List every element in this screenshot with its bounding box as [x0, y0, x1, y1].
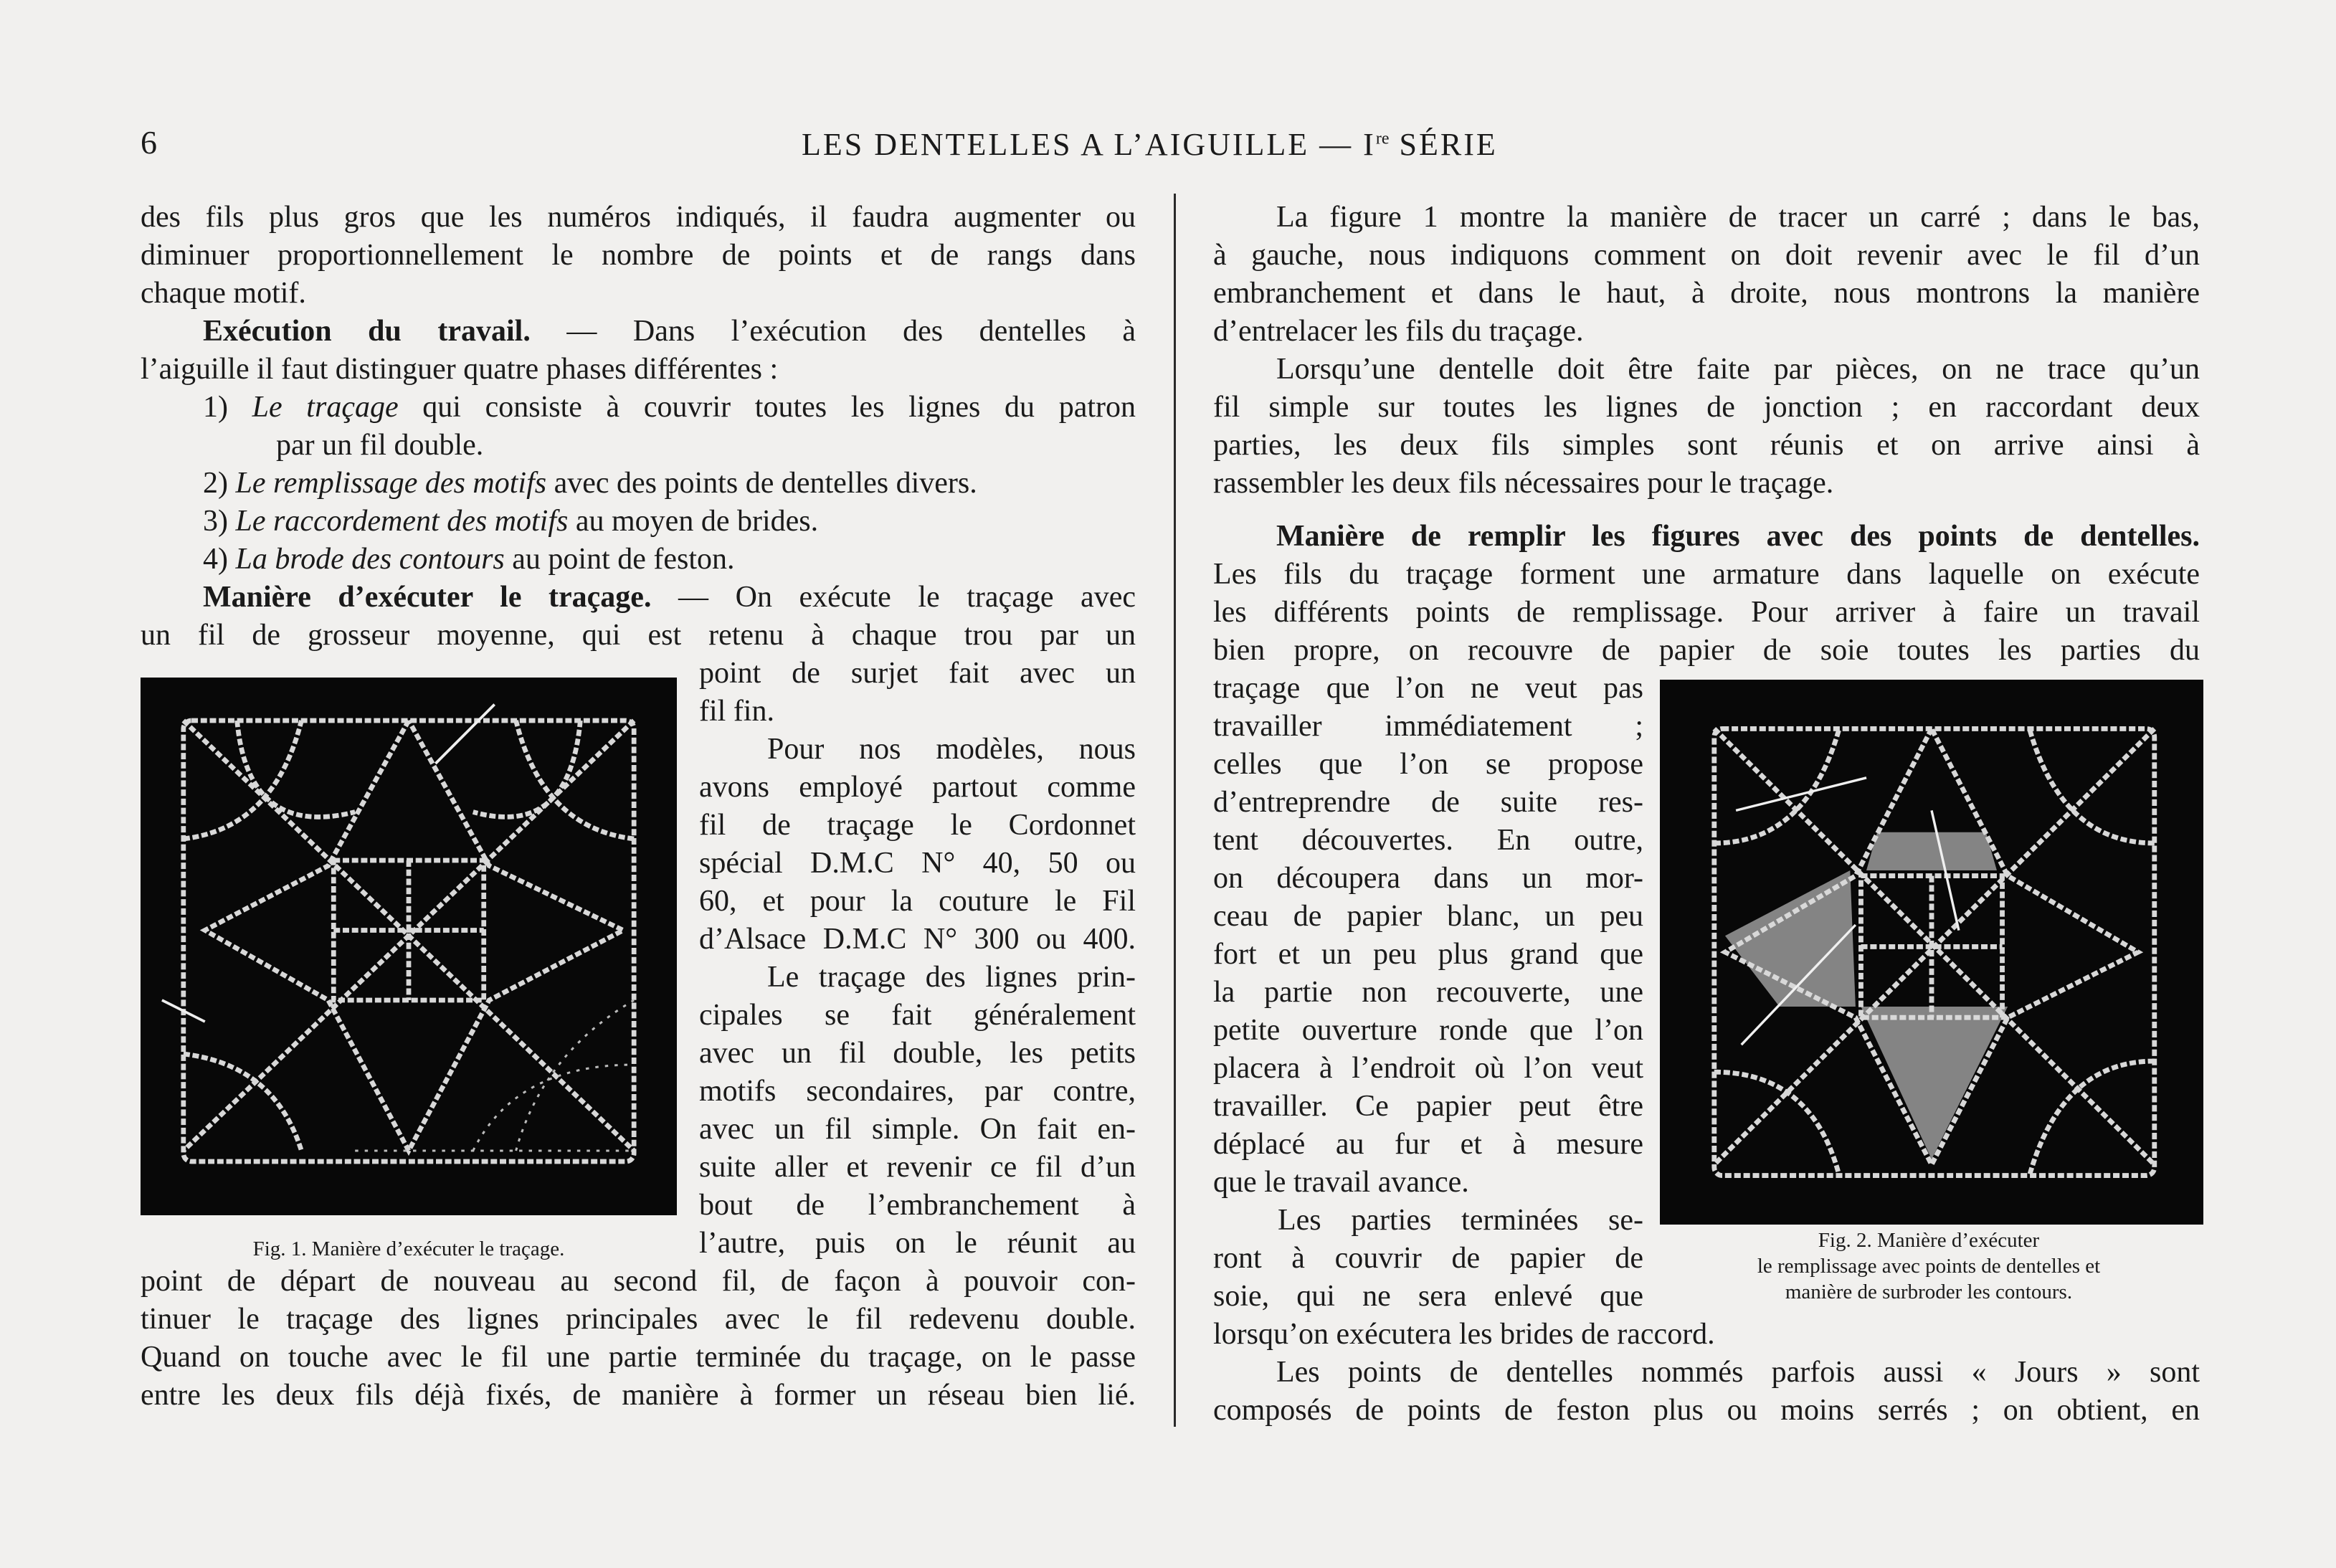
text-line: les différents points de remplissage. Pour arriver à faire un travail: [1213, 596, 2200, 629]
text-line: à gauche, nous indiquons comment on doit revenir avec le fil d’un: [1213, 239, 2200, 272]
text-line: travailler. Ce papier peut être: [1213, 1090, 1643, 1123]
caption-line: le remplissage avec points de dentelles et: [1757, 1255, 2101, 1278]
section-heading: Manière de remplir les figures avec des points de dentelles.: [1276, 520, 2200, 553]
text-line: on découpera dans un mor-: [1213, 862, 1643, 895]
text-line: l’autre, puis on le réunit au: [699, 1227, 1136, 1260]
figure-2-caption: [1649, 1227, 2208, 1305]
text-line: des fils plus gros que les numéros indiqués, il faudra augmenter ou: [141, 201, 1136, 234]
phase-item: 4) La brode des contours au point de feston.: [203, 543, 735, 576]
text-line: bien propre, on recouvre de papier de soie toutes les parties du: [1213, 634, 2200, 667]
text-line: point de surjet fait avec un: [699, 657, 1136, 690]
text-line: petite ouverture ronde que l’on: [1213, 1014, 1643, 1047]
text-line: embranchement et dans le haut, à droite, nous montrons la manière: [1213, 277, 2200, 310]
text-line: avec un fil simple. On fait en-: [699, 1113, 1136, 1146]
text-line: fil de traçage le Cordonnet: [699, 809, 1136, 842]
text-line: rassembler les deux fils nécessaires pour le traçage.: [1213, 467, 1834, 500]
text-line: 60, et pour la couture le Fil: [699, 885, 1136, 918]
text-line: lorsqu’on exécutera les brides de raccord.: [1213, 1318, 1715, 1351]
section-heading-line: Exécution du travail. — Dans l’exécution des dentelles à: [203, 315, 1136, 348]
running-title-end: SÉRIE: [1389, 127, 1498, 162]
running-head: [802, 126, 1498, 163]
text-line: traçage que l’on ne veut pas: [1213, 672, 1643, 705]
caption-line: manière de surbroder les contours.: [1785, 1280, 2073, 1303]
text-line: soie, qui ne sera enlevé que: [1213, 1280, 1643, 1313]
section-heading: Exécution du travail.: [203, 315, 531, 348]
phase-item: 1) Le traçage qui consiste à couvrir toutes les lignes du patron: [203, 391, 1136, 424]
series-superscript: re: [1375, 129, 1390, 148]
text-line: composés de points de feston plus ou moins serrés ; on obtient, en: [1213, 1394, 2200, 1427]
page-number: 6: [141, 124, 157, 161]
text-line: entre les deux fils déjà fixés, de manière à former un réseau bien lié.: [141, 1379, 1136, 1412]
phase-item-cont: par un fil double.: [276, 429, 484, 462]
caption-line: Fig. 2. Manière d’exécuter: [1818, 1229, 2040, 1252]
text-line: motifs secondaires, par contre,: [699, 1075, 1136, 1108]
text-line: ceau de papier blanc, un peu: [1213, 900, 1643, 933]
figure-1-lace-tracing-photo: [141, 678, 677, 1215]
text-line: fil simple sur toutes les lignes de jonction ; en raccordant deux: [1213, 391, 2200, 424]
text-line: Pour nos modèles, nous: [767, 733, 1136, 766]
text-line: tent découvertes. En outre,: [1213, 824, 1643, 857]
text-line: d’Alsace D.M.C N° 300 ou 400.: [699, 923, 1136, 956]
section-heading: Manière d’exécuter le traçage.: [203, 581, 652, 614]
text-line: ront à couvrir de papier de: [1213, 1242, 1643, 1275]
text-line: La figure 1 montre la manière de tracer un carré ; dans le bas,: [1276, 201, 2200, 234]
running-title: LES DENTELLES A L’AIGUILLE — I: [802, 127, 1376, 162]
text-line: bout de l’embranchement à: [699, 1189, 1136, 1222]
text-line: avec un fil double, les petits: [699, 1037, 1136, 1070]
text-line: Quand on touche avec le fil une partie terminée du traçage, on le passe: [141, 1341, 1136, 1374]
text-line: placera à l’endroit où l’on veut: [1213, 1052, 1643, 1085]
text-line: Les points de dentelles nommés parfois aussi « Jours » sont: [1276, 1356, 2200, 1389]
text-line: parties, les deux fils simples sont réunis et on arrive ainsi à: [1213, 429, 2200, 462]
text-line: tinuer le traçage des lignes principales avec le fil redevenu double.: [141, 1303, 1136, 1336]
text-line: diminuer proportionnellement le nombre de points et de rangs dans: [141, 239, 1136, 272]
text-line: chaque motif.: [141, 277, 306, 310]
text-line: la partie non recouverte, une: [1213, 976, 1643, 1009]
text-line: déplacé au fur et à mesure: [1213, 1128, 1643, 1161]
figure-2-lace-filling-photo: [1660, 680, 2203, 1225]
text-line: d’entreprendre de suite res-: [1213, 786, 1643, 819]
text-line: fort et un peu plus grand que: [1213, 938, 1643, 971]
lace-pattern-icon: [141, 678, 677, 1215]
text-line: celles que l’on se propose: [1213, 748, 1643, 781]
text-line: Le traçage des lignes prin-: [767, 961, 1136, 994]
text-line: spécial D.M.C N° 40, 50 ou: [699, 847, 1136, 880]
text-line: que le travail avance.: [1213, 1166, 1469, 1199]
text-line: Les parties terminées se-: [1278, 1204, 1643, 1237]
phase-item: 3) Le raccordement des motifs au moyen de brides.: [203, 505, 819, 538]
column-divider: [1174, 194, 1176, 1427]
text-line: Lorsqu’une dentelle doit être faite par pièces, on ne trace qu’un: [1276, 353, 2200, 386]
phase-item: 2) Le remplissage des motifs avec des points de dentelles divers.: [203, 467, 977, 500]
text-line: Les fils du traçage forment une armature dans laquelle on exécute: [1213, 558, 2200, 591]
text-line: un fil de grosseur moyenne, qui est retenu à chaque trou par un: [141, 619, 1136, 652]
text-line: d’entrelacer les fils du traçage.: [1213, 315, 1584, 348]
text-line: cipales se fait généralement: [699, 999, 1136, 1032]
text-line: suite aller et revenir ce fil d’un: [699, 1151, 1136, 1184]
text-line: point de départ de nouveau au second fil, de façon à pouvoir con-: [141, 1265, 1136, 1298]
section-heading-line: Manière d’exécuter le traçage. — On exécute le traçage avec: [203, 581, 1136, 614]
text-line: travailler immédiatement ;: [1213, 710, 1643, 743]
text-line: avons employé partout comme: [699, 771, 1136, 804]
lace-filling-pattern-icon: [1660, 680, 2203, 1225]
text-line: fil fin.: [699, 695, 774, 728]
figure-1-caption: Fig. 1. Manière d’exécuter le traçage.: [252, 1237, 565, 1260]
text-line: l’aiguille il faut distinguer quatre phases différentes :: [141, 353, 779, 386]
